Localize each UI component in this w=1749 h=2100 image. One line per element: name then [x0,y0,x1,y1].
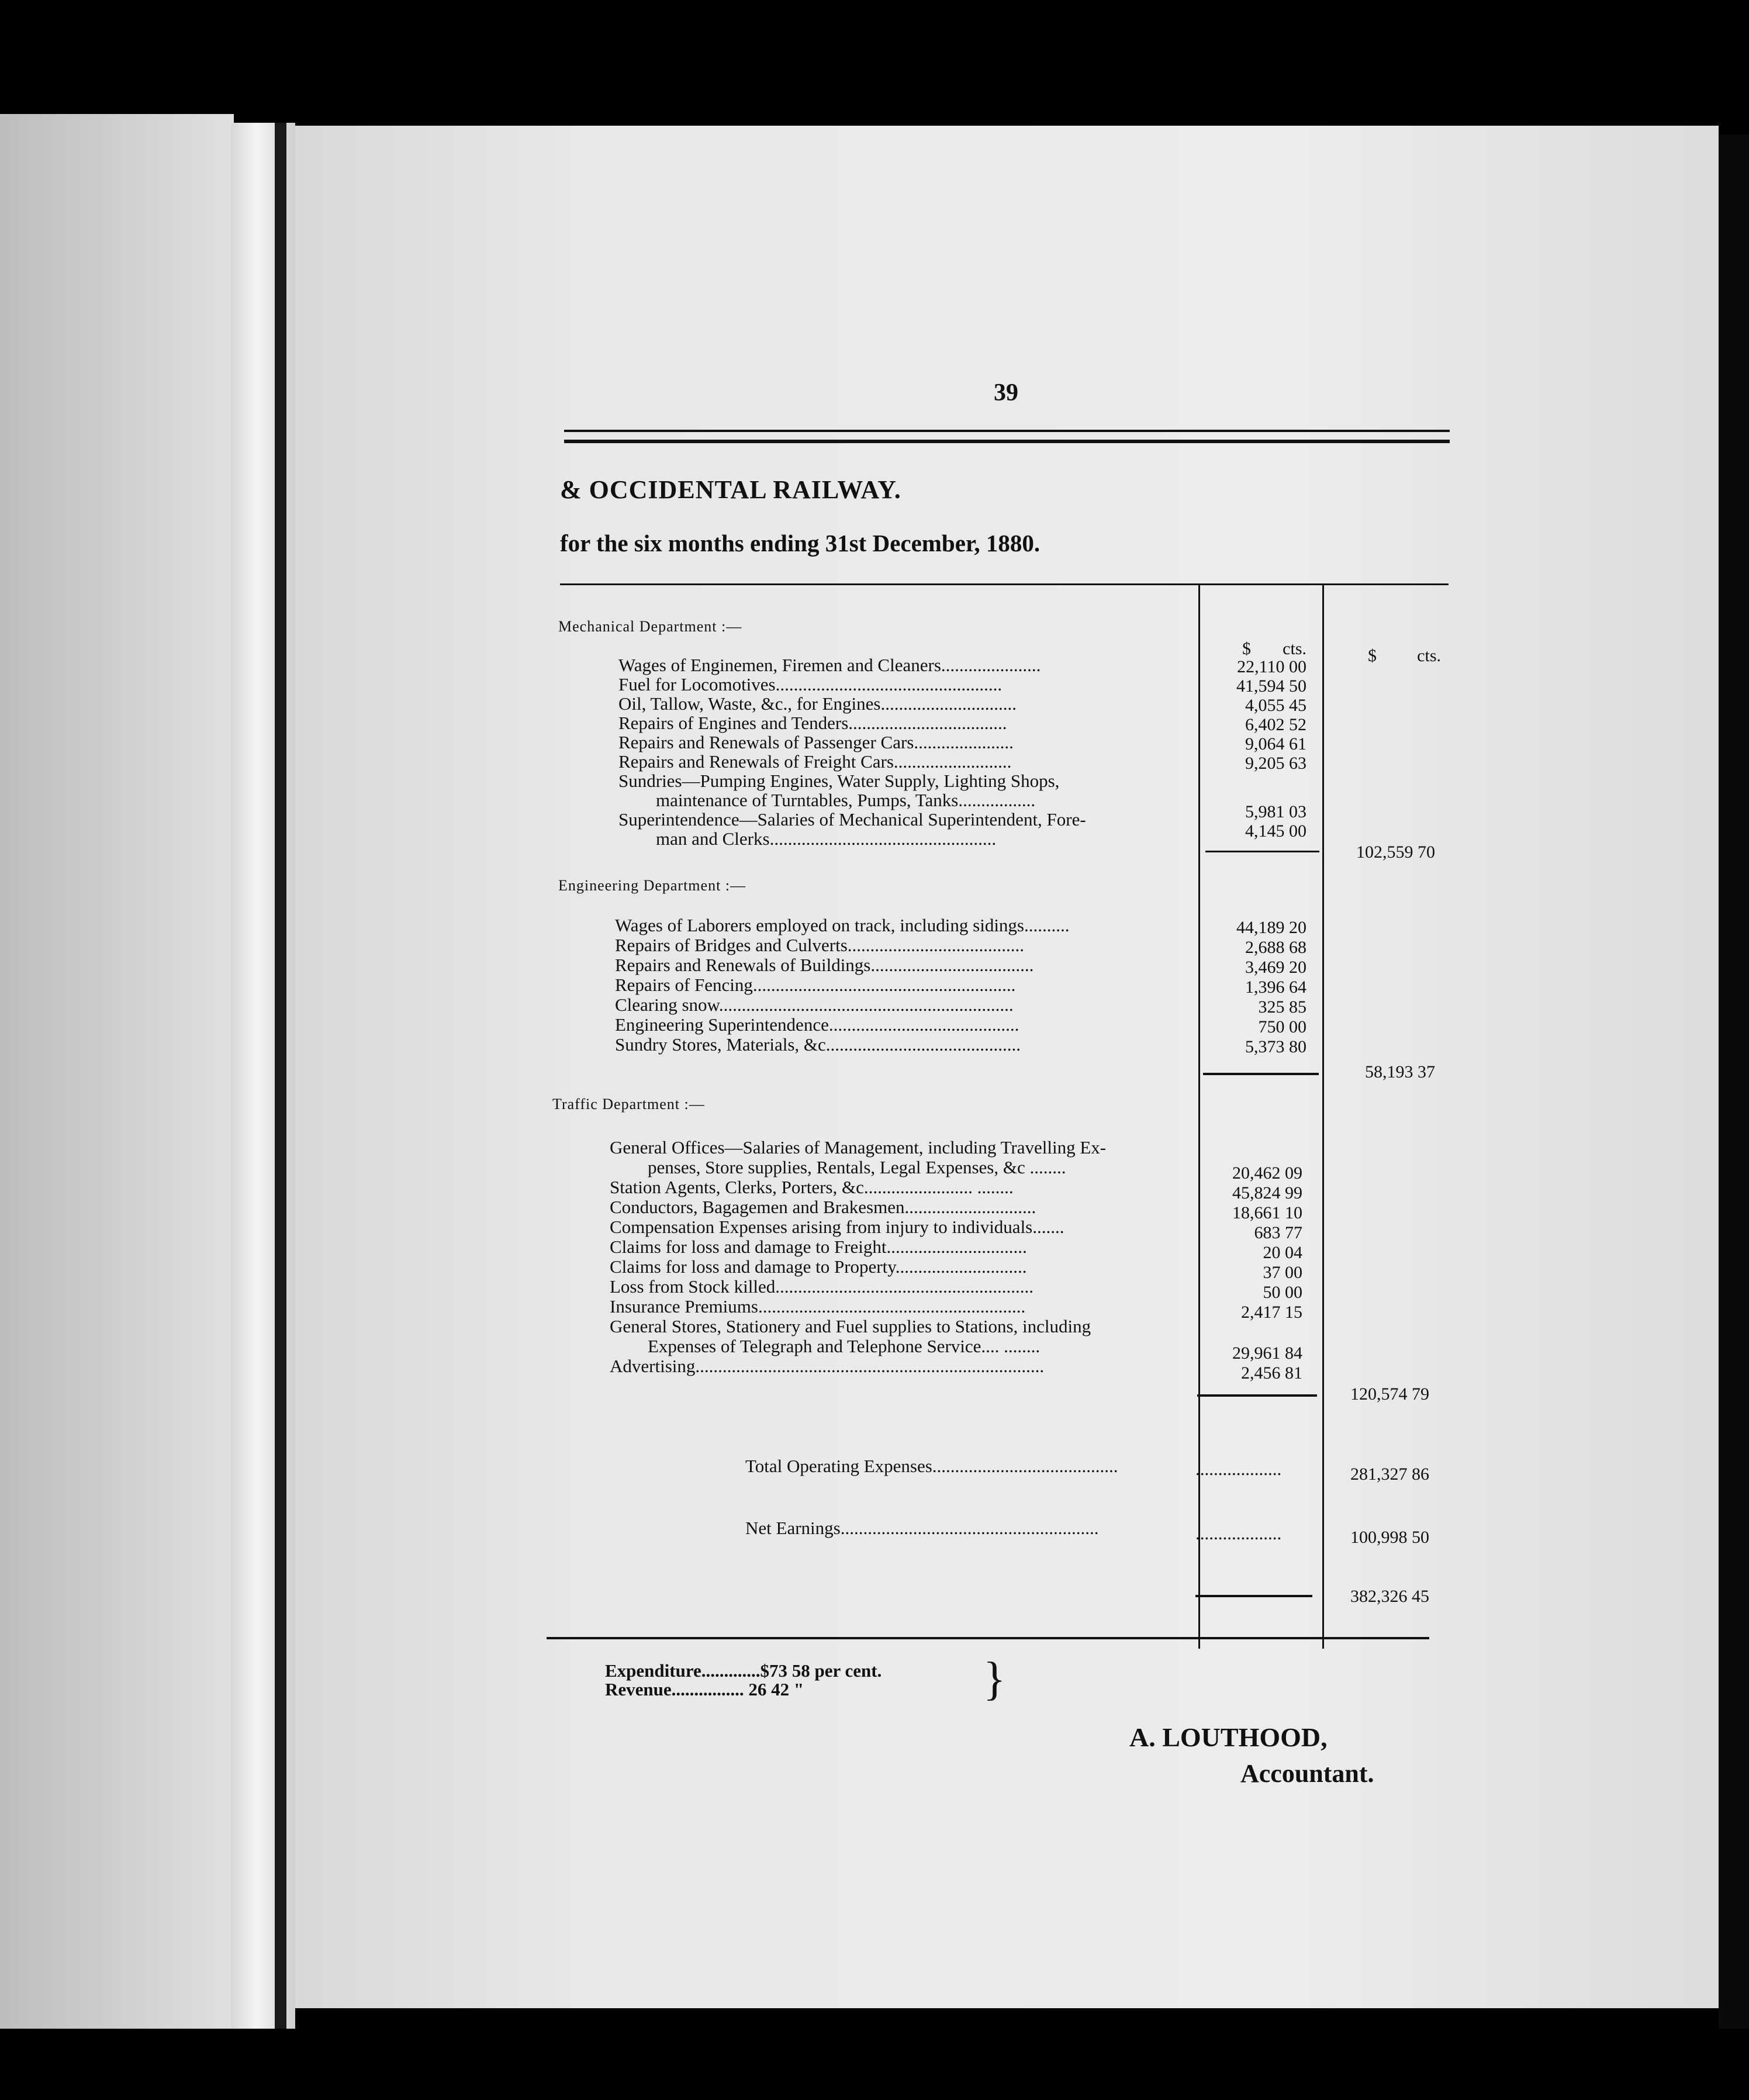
grand-total-rule [1195,1595,1312,1597]
section-heading-traffic: Traffic Department :— [552,1096,705,1113]
amount-column-divider [1198,585,1200,1649]
amount-cell: 41,594 50 [1236,676,1306,696]
amount-cell: 750 00 [1258,1017,1306,1037]
amount-cell: 44,189 20 [1236,918,1306,937]
section-total-traffic: 120,574 79 [1350,1384,1429,1404]
scan-border-right [1719,134,1749,2100]
total-operating-value: 281,327 86 [1350,1465,1429,1484]
col2-cts-header: cts. [1417,646,1441,665]
list-item: Repairs and Renewals of Buildings.................................... [615,955,1034,975]
list-item: Conductors, Bagagemen and Brakesmen............................. [610,1197,1036,1217]
list-item: Repairs and Renewals of Freight Cars.......................... [618,751,1012,772]
section-total-engineering: 58,193 37 [1365,1062,1435,1082]
amount-cell: 2,456 81 [1241,1363,1302,1383]
amount-cell: 9,205 63 [1245,754,1306,773]
page-title: & OCCIDENTAL RAILWAY. [560,475,901,504]
brace-mark: } [983,1653,1006,1705]
col2-dollar-header: $ [1368,646,1377,665]
list-item: Sundry Stores, Materials, &c........................................... [615,1034,1021,1055]
amount-cell: 20,462 09 [1232,1163,1302,1183]
amount-cell: 20 04 [1263,1243,1302,1262]
list-item: Compensation Expenses arising from injury to individuals....... [610,1217,1064,1237]
amount-cell: 22,110 00 [1237,657,1306,676]
list-item: Wages of Laborers employed on track, including sidings.......... [615,915,1070,935]
amount-cell: 325 85 [1258,997,1306,1017]
list-item: Fuel for Locomotives.................................................. [618,674,1003,695]
list-item: Repairs and Renewals of Passenger Cars...................... [618,732,1014,752]
list-item: Sundries—Pumping Engines, Water Supply, Lighting Shops, [618,771,1060,791]
total-operating-label: Total Operating Expenses......................................... [745,1456,1118,1476]
subtotal-rule [1197,1394,1317,1397]
net-earnings-value: 100,998 50 [1350,1528,1429,1547]
list-item: Engineering Superintendence.......................................... [615,1014,1019,1035]
amount-cell: 5,981 03 [1245,802,1306,821]
amount-cell: 29,961 84 [1232,1343,1302,1363]
section-heading-mechanical: Mechanical Department :— [558,618,742,635]
amount-cell: 683 77 [1254,1223,1302,1242]
grand-total-value: 382,326 45 [1350,1587,1429,1606]
amount-cell: 50 00 [1263,1283,1302,1302]
total-column-divider [1322,585,1324,1649]
revenue-percent: Revenue................ 26 42 " [605,1679,804,1700]
list-item: Loss from Stock killed......................................................... [610,1276,1034,1297]
list-item: Wages of Enginemen, Firemen and Cleaners...................... [618,655,1041,675]
list-item: Advertising............................................................................. [610,1356,1045,1376]
list-item: Claims for loss and damage to Property............................. [610,1256,1027,1277]
list-item: Insurance Premiums........................................................... [610,1296,1026,1317]
amount-cell: 45,824 99 [1232,1183,1302,1203]
table-rule-top [560,583,1449,585]
facing-page [0,114,234,2037]
section-heading-engineering: Engineering Department :— [558,877,746,894]
list-item: Clearing snow................................................................. [615,994,1014,1015]
signature-name: A. LOUTHOOD, [1129,1722,1328,1752]
amount-cell: 4,145 00 [1245,821,1306,841]
list-item: Station Agents, Clerks, Porters, &c........................ ........ [610,1177,1014,1197]
list-item: Repairs of Engines and Tenders................................... [618,713,1007,733]
scan-border-bottom [0,2029,1749,2100]
signature-title: Accountant. [1240,1759,1374,1788]
amount-cell: 3,469 20 [1245,958,1306,977]
document-page [295,126,1719,2008]
page-subtitle: for the six months ending 31st December, 1880. [560,530,1041,557]
spine-shadow [275,123,286,2029]
col1-dollar-header: $ [1242,639,1251,658]
amount-cell: 6,402 52 [1245,715,1306,734]
header-rule-top [564,430,1450,432]
net-earnings-dots: ................... [1195,1523,1282,1543]
header-rule-bottom [564,440,1450,443]
expenditure-percent: Expenditure.............$73 58 per cent. [605,1660,882,1681]
list-item: General Offices—Salaries of Management, including Travelling Ex- [610,1137,1107,1158]
amount-cell: 37 00 [1263,1263,1302,1282]
total-operating-dots: ................... [1195,1459,1282,1479]
col1-cts-header: cts. [1283,639,1306,658]
list-item: maintenance of Turntables, Pumps, Tanks................. [656,790,1036,810]
section-total-mechanical: 102,559 70 [1356,842,1435,862]
list-item: Superintendence—Salaries of Mechanical Superintendent, Fore- [618,809,1086,830]
list-item: Repairs of Fencing.......................................................... [615,975,1016,995]
page-number: 39 [994,379,1018,406]
amount-cell: 18,661 10 [1232,1203,1302,1222]
amount-cell: 4,055 45 [1245,696,1306,715]
list-item: penses, Store supplies, Rentals, Legal Expenses, &c ........ [648,1157,1066,1177]
list-item: man and Clerks.................................................. [656,828,997,849]
list-item: Repairs of Bridges and Culverts....................................... [615,935,1025,955]
net-earnings-label: Net Earnings......................................................... [745,1518,1099,1538]
subtotal-rule [1203,1073,1319,1075]
list-item: Claims for loss and damage to Freight............................... [610,1236,1027,1257]
amount-cell: 2,688 68 [1245,938,1306,957]
amount-cell: 2,417 15 [1241,1303,1302,1322]
table-rule-bottom [547,1637,1429,1639]
amount-cell: 9,064 61 [1245,734,1306,754]
list-item: Expenses of Telegraph and Telephone Service.... ........ [648,1336,1041,1356]
subtotal-rule [1205,851,1319,852]
amount-cell: 1,396 64 [1245,978,1306,997]
amount-cell: 5,373 80 [1245,1037,1306,1056]
list-item: General Stores, Stationery and Fuel supplies to Stations, including [610,1316,1091,1336]
list-item: Oil, Tallow, Waste, &c., for Engines.............................. [618,693,1017,714]
scan-border-top [0,0,1749,123]
